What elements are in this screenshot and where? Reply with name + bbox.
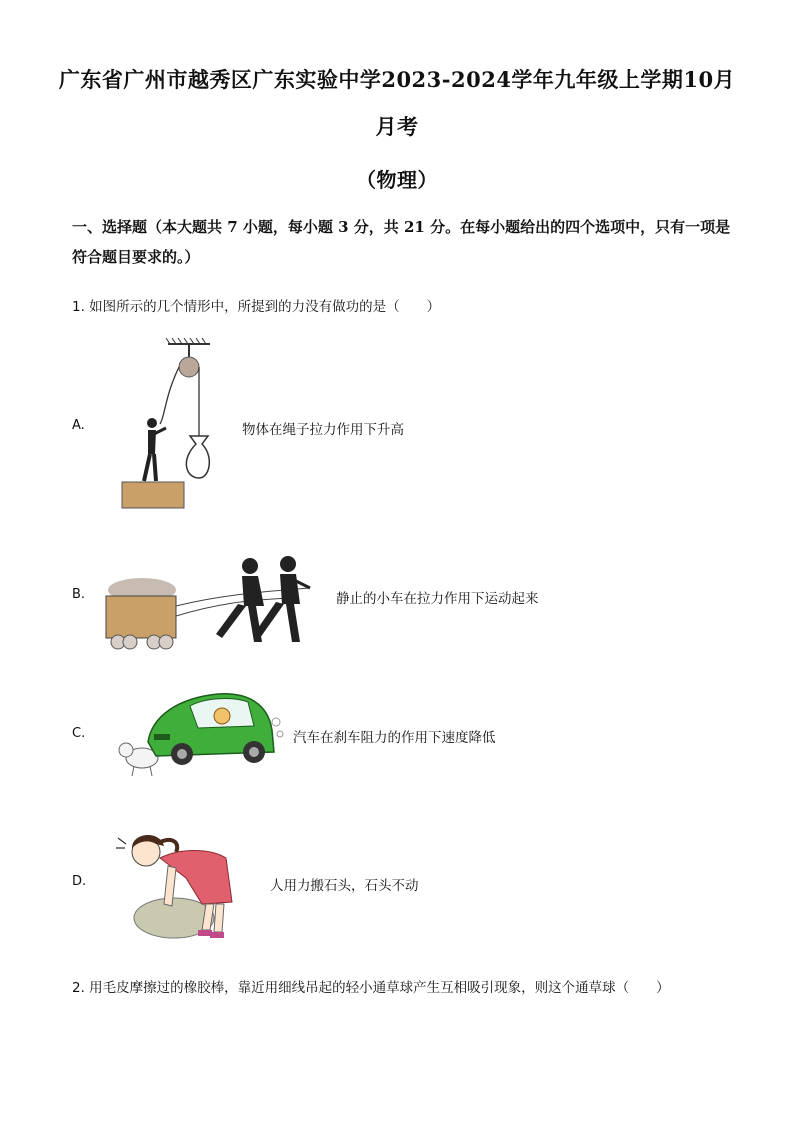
car-braking-figure xyxy=(108,682,288,782)
section-heading: 一、选择题（本大题共 7 小题，每小题 3 分，共 21 分。在每小题给出的四个选项中，只有一项是符合题目要求的。） xyxy=(72,218,731,266)
pulley-lifting-figure xyxy=(110,336,230,512)
option-c-text: 汽车在刹车阻力的作用下速度降低 xyxy=(293,730,496,746)
option-c-letter: C. xyxy=(72,726,86,741)
question-1-stem: 1. 如图所示的几个情形中，所提到的力没有做功的是（ ） xyxy=(72,299,441,315)
option-a-text: 物体在绳子拉力作用下升高 xyxy=(242,422,404,438)
option-b-letter: B. xyxy=(72,587,86,602)
exam-title-line1: 广东省广州市越秀区广东实验中学2023-2024学年九年级上学期10月 xyxy=(58,67,736,92)
option-b-text: 静止的小车在拉力作用下运动起来 xyxy=(336,591,539,607)
exam-title-line2: 月考 xyxy=(375,114,419,139)
person-lifting-rock-figure xyxy=(110,818,270,942)
question-2-stem: 2. 用毛皮摩擦过的橡胶棒，靠近用细线吊起的轻小通草球产生互相吸引现象，则这个通草球（ ） xyxy=(72,980,670,996)
option-d-letter: D. xyxy=(72,874,87,889)
option-a-letter: A. xyxy=(72,418,85,433)
subject-label: （物理） xyxy=(356,168,438,192)
option-d-text: 人用力搬石头，石头不动 xyxy=(270,878,419,894)
people-pulling-cart-figure xyxy=(96,544,326,654)
